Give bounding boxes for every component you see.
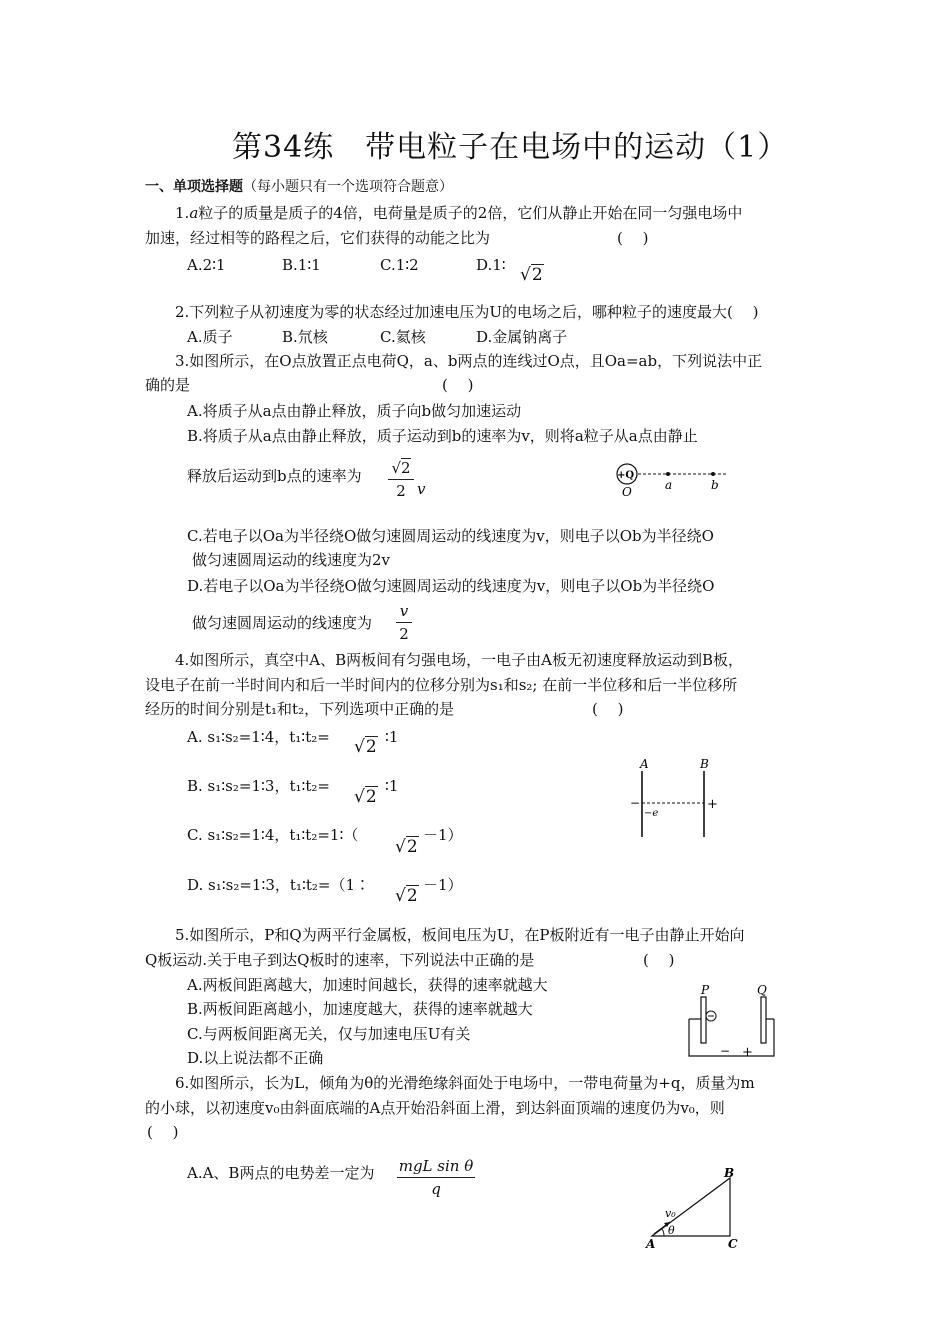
q3-option-c-line1: C.若电子以Oa为半径绕O做匀速圆周运动的线速度为v，则电子以Ob为半径绕O xyxy=(187,527,714,545)
q1-option-b: B.1∶1 xyxy=(282,256,321,274)
q2-option-d: D.金属钠离子 xyxy=(476,328,568,346)
q6-option-a-fraction xyxy=(397,1156,475,1199)
point-a-label: a xyxy=(665,478,673,492)
plate-p xyxy=(701,997,706,1043)
plate-q xyxy=(761,997,766,1043)
q4-answer-paren: ( ) xyxy=(592,700,624,718)
q4-line3: 经历的时间分别是t₁和t₂，下列选项中正确的是 xyxy=(145,700,455,718)
q4-option-d-sqrt: √2 xyxy=(395,886,418,906)
q1-option-a: A.2∶1 xyxy=(187,256,226,274)
q1-line1: 1.a粒子的质量是质子的4倍，电荷量是质子的2倍，它们从静止开始在同一匀强电场中 xyxy=(175,204,743,222)
q4-line2: 设电子在前一半时间内和后一半时间内的位移分别为s₁和s₂; 在前一半位移和后一半位移所 xyxy=(145,676,738,694)
point-b-label: B xyxy=(724,1166,735,1180)
q4-option-a: A. s₁∶s₂=1∶4，t₁∶t₂= xyxy=(187,728,330,746)
q4-option-b-sqrt: √2 xyxy=(354,787,377,807)
q3-option-d-fraction xyxy=(396,601,412,644)
q3-frac-numerator: √2 xyxy=(391,459,411,477)
theta-label: θ xyxy=(668,1224,675,1237)
q1-answer-paren: ( ) xyxy=(617,229,649,247)
q2-line1: 2.下列粒子从初速度为零的状态经过加速电压为U的电场之后，哪种粒子的速度最大( ) xyxy=(175,303,759,321)
q4-option-c: C. s₁∶s₂=1∶4，t₁∶t₂=1∶（ xyxy=(187,826,359,844)
point-a-dot xyxy=(666,472,670,476)
point-a-label: A xyxy=(646,1237,656,1251)
q2-option-a: A.质子 xyxy=(187,328,233,346)
battery-minus: − xyxy=(720,1044,731,1058)
q5-option-d: D.以上说法都不正确 xyxy=(187,1049,324,1067)
q4-option-b: B. s₁∶s₂=1∶3，t₁∶t₂= xyxy=(187,777,330,795)
q3-option-b-line1: B.将质子从a点由静止释放，质子运动到b的速率为v，则将a粒子从a点由静止 xyxy=(187,427,698,445)
q5-option-c: C.与两板间距离无关，仅与加速电压U有关 xyxy=(187,1025,471,1043)
q3-option-b-var: v xyxy=(417,480,426,498)
q3-line1: 3.如图所示，在O点放置正点电荷Q，a、b两点的连线过O点，且Oa=ab，下列说法中正 xyxy=(175,352,763,370)
q5-figure xyxy=(684,983,784,1063)
q4-line1: 4.如图所示，真空中A、B两板间有匀强电场，一电子由A板无初速度释放运动到B板， xyxy=(175,651,744,669)
electron-label: −e xyxy=(644,808,659,819)
q3-option-d-line1: D.若电子以Oa为半径绕O做匀速圆周运动的线速度为v，则电子以Ob为半径绕O xyxy=(187,577,715,595)
point-o-label: O xyxy=(622,485,632,499)
q6-frac-numerator: mgL sin θ xyxy=(398,1157,474,1175)
q4-option-d-tail: －1） xyxy=(423,876,463,894)
q6-line3: ( ) xyxy=(147,1123,179,1141)
q5-line1: 5.如图所示，P和Q为两平行金属板，板间电压为U，在P板附近有一电子由静止开始向 xyxy=(175,926,745,944)
q4-option-a-tail: ∶1 xyxy=(385,728,399,746)
q3d-frac-numerator: v xyxy=(399,602,409,620)
velocity-label: v₀ xyxy=(665,1207,676,1220)
q3d-frac-denominator: 2 xyxy=(399,625,409,643)
q4-figure xyxy=(628,757,728,837)
q1-option-d: D.1∶ xyxy=(476,256,506,274)
plate-q-label: Q xyxy=(757,983,767,997)
q5-option-a: A.两板间距离越大，加速时间越长，获得的速率就越大 xyxy=(187,976,548,994)
q4-option-c-sqrt: √2 xyxy=(395,837,418,857)
q6-figure xyxy=(640,1166,760,1251)
q3-option-c-line2: 做匀速圆周运动的线速度为2v xyxy=(192,551,391,569)
charge-label: +Q xyxy=(617,470,635,481)
section-heading xyxy=(145,177,453,197)
q6-line1: 6.如图所示，长为L，倾角为θ的光滑绝缘斜面处于电场中，一带电荷量为+q，质量为m xyxy=(175,1074,755,1092)
angle-arc xyxy=(662,1229,664,1236)
q5-answer-paren: ( ) xyxy=(643,951,675,969)
q4-option-c-tail: －1） xyxy=(423,826,463,844)
q3-frac-denominator: 2 xyxy=(396,482,406,500)
q3-option-d-line2: 做匀速圆周运动的线速度为 xyxy=(192,614,373,632)
page-title: 第34练 带电粒子在电场中的运动（1） xyxy=(232,130,789,165)
q4-option-a-sqrt: √2 xyxy=(354,737,377,757)
q2-option-b: B.氘核 xyxy=(282,328,328,346)
q5-option-b: B.两板间距离越小，加速度越大，获得的速率就越大 xyxy=(187,1000,533,1018)
q5-line2: Q板运动.关于电子到达Q板时的速率，下列说法中正确的是 xyxy=(145,951,535,969)
plus-sign: + xyxy=(707,797,718,812)
q3-answer-paren: ( ) xyxy=(442,376,474,394)
battery-plus: + xyxy=(742,1045,753,1060)
section-note: （每小题只有一个选项符合题意） xyxy=(243,179,453,195)
q1-option-c: C.1∶2 xyxy=(380,256,419,274)
q2-option-c: C.氦核 xyxy=(380,328,426,346)
q6-frac-denominator: q xyxy=(431,1180,441,1198)
q4-option-d: D. s₁∶s₂=1∶3，t₁∶t₂=（1∶ xyxy=(187,876,371,894)
q1-option-d-sqrt: √2 xyxy=(520,265,543,285)
q3-option-a: A.将质子从a点由静止释放，质子向b做匀加速运动 xyxy=(187,402,522,420)
section-title: 一、单项选择题 xyxy=(145,179,243,195)
point-c-label: C xyxy=(728,1237,738,1251)
plate-p-label: P xyxy=(701,983,710,997)
q6-option-a: A.A、B两点的电势差一定为 xyxy=(187,1164,375,1182)
q3-option-b-line2: 释放后运动到b点的速率为 xyxy=(187,467,362,485)
q1-line2: 加速，经过相等的路程之后，它们获得的动能之比为 xyxy=(145,229,491,247)
plate-a-label: A xyxy=(640,757,649,771)
q6-line2: 的小球，以初速度v₀由斜面底端的A点开始沿斜面上滑，到达斜面顶端的速度仍为v₀，则 xyxy=(145,1099,725,1117)
q3-option-b-fraction xyxy=(388,458,414,501)
q3-line2: 确的是 xyxy=(145,376,191,394)
plate-b-label: B xyxy=(700,757,709,771)
q3-figure xyxy=(612,460,752,500)
point-b-dot xyxy=(711,472,715,476)
point-b-label: b xyxy=(711,478,719,492)
q4-option-b-tail: ∶1 xyxy=(385,777,399,795)
minus-sign: − xyxy=(630,796,641,810)
